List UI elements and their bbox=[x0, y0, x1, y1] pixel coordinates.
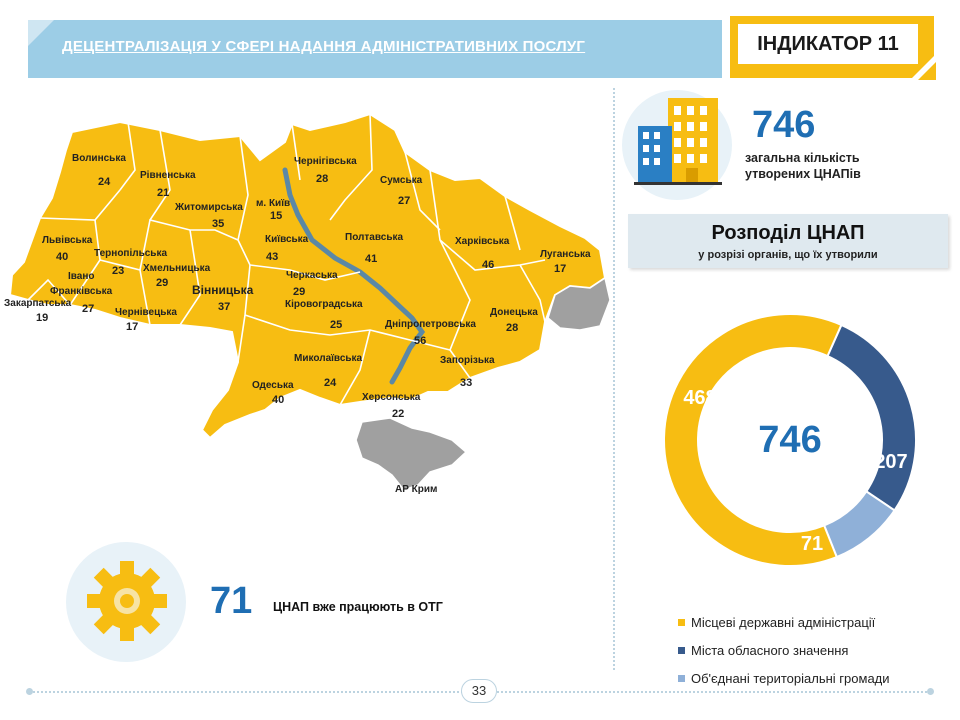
region-label-rivne: Рівненська bbox=[140, 170, 196, 181]
region-label-zaporizhzhia: Запорізька bbox=[440, 355, 495, 366]
region-value-ternopil: 23 bbox=[112, 265, 125, 277]
header-fold bbox=[28, 20, 54, 46]
region-label-vinnytsia: Вінницька bbox=[192, 283, 254, 297]
total-description-line2: утворених ЦНАПів bbox=[745, 167, 861, 181]
region-value-zaporizhzhia: 33 bbox=[460, 377, 473, 389]
total-count: 746 bbox=[752, 104, 816, 146]
region-label-donetsk: Донецька bbox=[490, 307, 538, 318]
region-label-volyn: Волинська bbox=[72, 153, 126, 164]
region-label-zhytomyr: Житомирська bbox=[175, 202, 243, 213]
region-label-luhansk: Луганська bbox=[540, 249, 591, 260]
legend-label: Об'єднані територіальні громади bbox=[691, 670, 890, 686]
region-label-poltava: Полтавська bbox=[345, 232, 404, 243]
region-label-mykolaiv: Миколаївська bbox=[294, 353, 363, 364]
donut-label-cities: 207 bbox=[874, 451, 908, 473]
region-label-sumy: Сумська bbox=[380, 175, 423, 186]
region-value-kherson: 22 bbox=[392, 408, 405, 420]
page-title: ДЕЦЕНТРАЛІЗАЦІЯ У СФЕРІ НАДАННЯ АДМІНІСТРАТИВНИХ ПОСЛУГ bbox=[62, 38, 586, 55]
legend-item bbox=[678, 608, 890, 636]
region-value-chernivtsi: 17 bbox=[126, 321, 139, 333]
region-value-kyiv: 43 bbox=[266, 251, 279, 263]
legend-label: Місцеві державні адміністрації bbox=[691, 614, 876, 630]
region-label-odesa: Одеська bbox=[252, 380, 294, 391]
distribution-donut-chart bbox=[660, 300, 922, 572]
region-label-chernihiv: Чернігівська bbox=[294, 156, 357, 167]
legend-swatch bbox=[678, 675, 685, 682]
region-value-mykolaiv: 24 bbox=[324, 377, 337, 389]
region-label-khmelnytskyi: Хмельницька bbox=[143, 263, 211, 274]
region-value-kharkiv: 46 bbox=[482, 259, 495, 271]
vertical-divider bbox=[613, 88, 615, 670]
gear-icon bbox=[82, 556, 172, 646]
distribution-header bbox=[628, 214, 948, 268]
region-value-luhansk: 17 bbox=[554, 263, 567, 275]
indicator-badge bbox=[730, 16, 934, 78]
chart-legend bbox=[678, 608, 890, 692]
region-value-volyn: 24 bbox=[98, 176, 111, 188]
region-value-zhytomyr: 35 bbox=[212, 218, 225, 230]
region-label-kherson: Херсонська bbox=[362, 392, 421, 403]
region-value-rivne: 21 bbox=[157, 187, 170, 199]
distribution-subtitle: у розрізі органів, що їх утворили bbox=[698, 249, 878, 261]
region-value-chernihiv: 28 bbox=[316, 173, 329, 185]
total-description-line1: загальна кількість bbox=[745, 151, 860, 165]
total-description bbox=[745, 150, 861, 182]
region-label-ivano-part1: Івано bbox=[68, 271, 95, 282]
region-label-cherkasy: Черкаська bbox=[286, 270, 338, 281]
donut-center-value: 746 bbox=[758, 419, 822, 461]
region-value-khmelnytskyi: 29 bbox=[156, 277, 169, 289]
legend-label: Міста обласного значення bbox=[691, 642, 849, 658]
region-value-kirovohrad: 25 bbox=[330, 319, 343, 331]
page-number: 33 bbox=[461, 679, 497, 703]
region-label-chernivtsi: Чернівецька bbox=[115, 307, 177, 318]
indicator-label: ІНДИКАТОР 11 bbox=[738, 24, 918, 64]
legend-item bbox=[678, 664, 890, 692]
region-label-ivano-part2: Франківська bbox=[50, 286, 113, 297]
region-value-cherkasy: 29 bbox=[293, 286, 306, 298]
footer-dot-right bbox=[927, 688, 934, 695]
region-value-poltava: 41 bbox=[365, 253, 378, 265]
region-label-kyiv-city: м. Київ bbox=[256, 198, 291, 209]
region-label-dnipro: Дніпропетровська bbox=[385, 319, 476, 330]
ukraine-map bbox=[0, 100, 612, 500]
distribution-title: Розподіл ЦНАП bbox=[711, 222, 865, 244]
region-value-lviv: 40 bbox=[56, 251, 69, 263]
region-label-kyiv: Київська bbox=[265, 234, 309, 245]
region-value-sumy: 27 bbox=[398, 195, 411, 207]
legend-swatch bbox=[678, 647, 685, 654]
region-value-kyiv-city: 15 bbox=[270, 210, 283, 222]
region-value-dnipro: 56 bbox=[414, 335, 427, 347]
footer-dot-left bbox=[26, 688, 33, 695]
region-label-kharkiv: Харківська bbox=[455, 236, 510, 247]
otg-count: 71 bbox=[210, 580, 253, 622]
donut-label-local-admins: 468 bbox=[683, 387, 717, 409]
otg-description: ЦНАП вже працюють в ОТГ bbox=[273, 600, 443, 614]
region-value-zakarpattia: 19 bbox=[36, 312, 49, 324]
region-value-odesa: 40 bbox=[272, 394, 285, 406]
region-label-kirovohrad: Кіровоградська bbox=[285, 299, 363, 310]
region-value-donetsk: 28 bbox=[506, 322, 519, 334]
region-label-ternopil: Тернопільська bbox=[94, 248, 168, 259]
legend-item bbox=[678, 636, 890, 664]
region-value-vinnytsia: 37 bbox=[218, 301, 231, 313]
donut-label-otg: 71 bbox=[800, 533, 824, 555]
legend-swatch bbox=[678, 619, 685, 626]
region-label-zakarpattia: Закарпатська bbox=[4, 298, 72, 309]
building-icon bbox=[632, 94, 732, 186]
region-label-lviv: Львівська bbox=[42, 235, 93, 246]
region-value-ivano: 27 bbox=[82, 303, 95, 315]
region-label-crimea: АР Крим bbox=[395, 484, 438, 495]
donut-slice-cities bbox=[828, 325, 916, 510]
